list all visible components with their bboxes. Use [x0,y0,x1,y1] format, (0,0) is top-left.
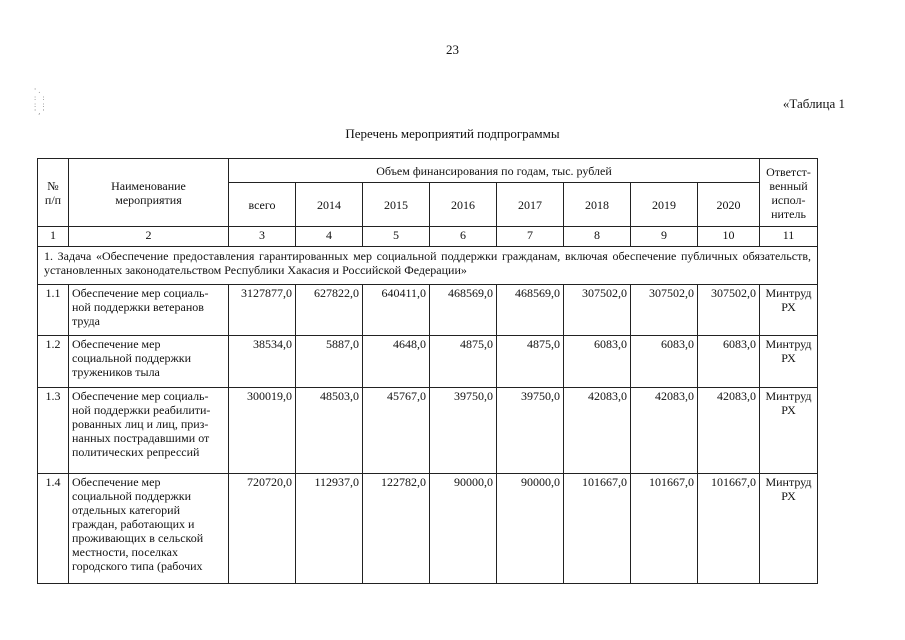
column-number: 1 [38,227,69,247]
header-responsible: Ответст- венный испол- нитель [760,159,818,227]
row-value: 39750,0 [430,388,497,474]
row-value-total: 3127877,0 [229,285,296,336]
row-value: 112937,0 [296,474,363,584]
row-name: Обеспечение мер социальной поддержки отдельных категорий граждан, работающих и проживающих в сельской местности, поселках городского типа (рабочих [69,474,229,584]
row-value-total: 38534,0 [229,336,296,388]
column-number: 4 [296,227,363,247]
scan-mark: : : [33,101,46,109]
header-no: № п/п [38,159,69,227]
header-total: всего [229,183,296,227]
header-year: 2014 [296,183,363,227]
row-value: 307502,0 [631,285,698,336]
scan-marks [33,88,46,116]
row-value-total: 720720,0 [229,474,296,584]
column-number: 10 [698,227,760,247]
header-year: 2016 [430,183,497,227]
row-value: 6083,0 [698,336,760,388]
row-value: 307502,0 [564,285,631,336]
table-row [38,388,818,474]
row-responsible: Минтруд РХ [760,388,818,474]
header-year: 2015 [363,183,430,227]
row-value: 90000,0 [430,474,497,584]
row-value: 42083,0 [698,388,760,474]
row-value: 101667,0 [631,474,698,584]
row-value: 4648,0 [363,336,430,388]
row-value: 307502,0 [698,285,760,336]
row-value: 101667,0 [698,474,760,584]
row-value: 468569,0 [430,285,497,336]
column-number: 5 [363,227,430,247]
row-responsible: Минтруд РХ [760,336,818,388]
header-year: 2020 [698,183,760,227]
row-value: 42083,0 [564,388,631,474]
row-name: Обеспечение мер социаль- ной поддержки ветеранов труда [69,285,229,336]
header-name: Наименование мероприятия [69,159,229,227]
row-number: 1.1 [38,285,69,336]
column-number: 2 [69,227,229,247]
table-row [38,285,818,336]
task-row [38,247,818,285]
row-value: 627822,0 [296,285,363,336]
header-funding: Объем финансирования по годам, тыс. рублей [229,159,760,183]
row-value-total: 300019,0 [229,388,296,474]
column-number: 3 [229,227,296,247]
row-value: 90000,0 [497,474,564,584]
row-name: Обеспечение мер социаль- ной поддержки реабилити- рованных лиц и лиц, приз- нанных пострадавшими от политических репрессий [69,388,229,474]
row-value: 640411,0 [363,285,430,336]
column-number: 6 [430,227,497,247]
measures-table [37,158,818,584]
document-title: Перечень мероприятий подпрограммы [345,126,560,141]
table-row [38,474,818,584]
header-year: 2019 [631,183,698,227]
scan-mark: ',' [33,108,46,116]
task-text: 1. Задача «Обеспечение предоставления гарантированных мер социальной поддержки гражданам, включая обеспечение публичных обязательств, установленных законодательством Республики Хакасия и Российской Федерации» [38,247,818,285]
page-number: 23 [446,42,459,57]
row-value: 101667,0 [564,474,631,584]
column-number: 8 [564,227,631,247]
row-number: 1.2 [38,336,69,388]
row-value: 42083,0 [631,388,698,474]
column-number: 7 [497,227,564,247]
row-value: 5887,0 [296,336,363,388]
row-value: 39750,0 [497,388,564,474]
row-value: 122782,0 [363,474,430,584]
row-value: 4875,0 [497,336,564,388]
row-value: 48503,0 [296,388,363,474]
table-label: «Таблица 1 [782,96,845,111]
row-number: 1.3 [38,388,69,474]
row-value: 6083,0 [564,336,631,388]
column-number: 11 [760,227,818,247]
row-value: 4875,0 [430,336,497,388]
column-numbers-row [38,227,818,247]
row-number: 1.4 [38,474,69,584]
row-name: Обеспечение мер социальной поддержки тружеников тыла [69,336,229,388]
row-responsible: Минтруд РХ [760,474,818,584]
row-value: 468569,0 [497,285,564,336]
row-responsible: Минтруд РХ [760,285,818,336]
scan-mark: '. [33,87,42,95]
table-row [38,336,818,388]
scan-mark: : : [33,94,46,102]
column-number: 9 [631,227,698,247]
header-row [38,159,818,183]
header-year: 2017 [497,183,564,227]
row-value: 45767,0 [363,388,430,474]
header-year: 2018 [564,183,631,227]
row-value: 6083,0 [631,336,698,388]
